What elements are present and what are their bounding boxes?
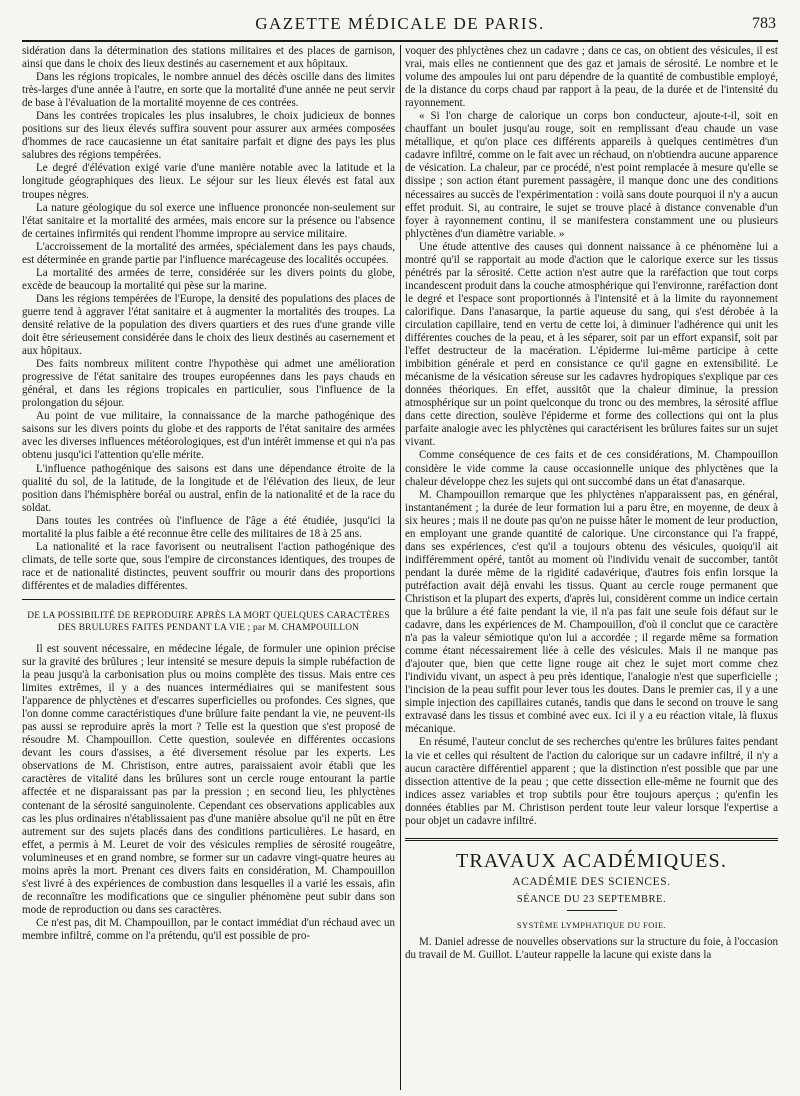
paragraph: La nature géologique du sol exerce une influence prononcée non-seulement sur l'état sanitaire et la mortalité des armées, mais encore sur la présence ou l'absence de certaines infirmités qui rendent l'homme impropre au service militaire. (22, 201, 395, 240)
paragraph: sidération dans la détermination des stations militaires et des places de garnison, ainsi que dans le choix des lieux destinés au casernement et aux hôpitaux. (22, 45, 395, 71)
paragraph: « Si l'on charge de calorique un corps bon conducteur, ajoute-t-il, soit en chauffant un boulet jusqu'au rouge, soit en remplissant d'eau chaude un vase métallique, et qu'on place ces différents appareils à quelques centimètres d'un cadavre infiltré, comme on le fait avec un réchaud, on n'obtiendra aucune apparence de vésication. La chaleur, par ce procédé, n'est point remplacée à mesure qu'elle se dissipe ; son action étant purement passagère, il manque donc une des conditions nécessaires au succès de l'expérimentation : voilà sans doute pourquoi il n'y a aucun effet produit. Si, au contraire, le sujet se trouve placé à distance convenable d'un foyer à rayonnement continu, il se manifestera constamment une ou plusieurs phlyctènes d'un diamètre variable. » (405, 110, 778, 240)
paragraph: Une étude attentive des causes qui donnent naissance à ce phénomène lui a montré qu'il se rapportait au mode d'action que le calorique exerce sur les tissus pénétrés par la sérosité. Cette action n'est autre que la raréfaction que tout corps incandescent produit dans la couche atmosphérique qui l'environne, raréfaction dont le degré et l'espace sont proportionnés à l'intensité et à la limite du rayonnement calorifique. Dans l'anasarque, la partie aqueuse du sang, qui s'est dérobée à la circulation capillaire, tend en vertu de cette loi, à diminuer l'adhérence qui unit les différentes couches de la peau, et à les séparer, soit par un effort expansif, soit par l'effet destructeur de la macération. L'épiderme lui-même participe à cette imbibition générale et perd en consistance ce qu'il gagne en extensibilité. Le mécanisme de la vésication séreuse sur les cadavres hydropiques s'explique par ces données théoriques. En effet, aussitôt que la chaleur diminue, la pression atmosphérique sur un point quelconque du tronc ou des membres, la sérosité afflue dans cette direction, soulève l'épiderme et forme des collections qui ont la plus parfaite analogie avec les phlyctènes qui caractérisent les brûlures faites sur un sujet vivant. (405, 240, 778, 449)
column-divider (400, 45, 401, 1090)
paragraph: Ce n'est pas, dit M. Champouillon, par le contact immédiat d'un réchaud avec un membre infiltré, comme on l'a prétendu, qu'il est possible de pro- (22, 916, 395, 942)
section-subheading: ACADÉMIE DES SCIENCES. (512, 875, 671, 888)
left-column (22, 45, 395, 1085)
paragraph: voquer des phlyctènes chez un cadavre ; dans ce cas, on obtient des vésicules, il est vrai, mais elles ne contiennent que des gaz et jamais de sérosité. Le nombre et le volume des ampoules lui ont paru dépendre de la quantité de combustible employé, de la distance du corps chaud par rapport à la peau, de la durée et de l'intensité du rayonnement. (405, 45, 778, 110)
paragraph: Le degré d'élévation exigé varie d'une manière notable avec la latitude et la longitude géographiques des lieux. Le séjour sur les lieux élevés est fatal aux troupes nègres. (22, 162, 395, 201)
section-rule (22, 599, 395, 600)
paragraph: L'accroissement de la mortalité des armées, spécialement dans les pays chauds, est déterminée en grande partie par l'influence marécageuse des localités occupées. (22, 240, 395, 266)
paragraph: Dans les contrées tropicales les plus insalubres, le choix judicieux de bonnes positions sur des lieux élevés suffira souvent pour assurer aux armées composées d'hommes de race caucasienne un état sanitaire parfait et digne des pays les plus salubres des régions tempérées. (22, 110, 395, 162)
section-double-rule (405, 838, 778, 841)
page-number: 783 (752, 15, 776, 32)
section-title: TRAVAUX ACADÉMIQUES. (455, 849, 728, 872)
paragraph: M. Daniel adresse de nouvelles observations sur la structure du foie, à l'occasion du travail de M. Guillot. L'auteur rappelle la lacune qui existe dans la (405, 935, 778, 961)
paragraph: Il est souvent nécessaire, en médecine légale, de formuler une opinion précise sur la gravité des brûlures ; leur intensité se mesure depuis la simple rubéfaction de la peau jusqu'à la carbonisation plus ou moins complète des tissus. Mais entre ces limites extrêmes, il y a des nuances intermédiaires qui se manifestent sous l'apparence de phlyctènes et d'escarres superficielles ou profondes. Ces signes, que l'on donne comme caractéristiques d'une brûlure faite pendant la vie, ne peuvent-ils pas aussi se reproduire après la mort ? Telle est la question que s'est proposé de résoudre M. Champouillon. Cette question, soulevée en différentes occasions devant les cours d'assises, a été diversement résolue par les experts. Les observations de M. Christison, entre autres, paraissaient avoir établi que les caractères de vitalité dans les brûlures sont un cercle rouge entourant la partie affectée et ne disparaissant pas par la pression ; en second lieu, les phlyctènes contenant de la sérosité sanguinolente. Cependant ces observations applicables aux cas les plus ordinaires n'établissaient pas d'une manière absolue qu'il ne pût en être autrement sur des sujets placés dans des conditions particulières. Le hasard, en effet, a permis à M. Leuret de voir des vésicules remplies de sérosité rougeâtre, volumineuses et en grand nombre, se former sur un cadavre vingt-quatre heures au moins après la mort. Prenant ces divers faits en considération, M. Champouillon s'est livré à des expériences de combustion dans lesquelles il a varié les essais, afin de reconnaître les modifications que ce singulier phénomène peut subir dans son mode de reproduction ou dans ses caractères. (22, 642, 395, 916)
paragraph: La nationalité et la race favorisent ou neutralisent l'action pathogénique des climats, de telle sorte que, sous l'empire de circonstances identiques, des troupes de race et de nationalité distinctes, peuvent souffrir ou mourir dans des proportions différentes et de maladies différentes. (22, 540, 395, 592)
article-title: DE LA POSSIBILITÉ DE REPRODUIRE APRÈS LA MORT QUELQUES CARACTÈRES DES BRULURES FAITES PENDANT LA VIE ; par M. CHAMPOUILLON (27, 610, 390, 634)
paragraph: En résumé, l'auteur conclut de ses recherches qu'entre les brûlures faites pendant la vie et celles qui résultent de l'action du calorique sur un cadavre infiltré, il n'y a aucun caractère différentiel apparent ; que la distinction n'est possible que par une dissection attentive de la peau ; que cette dissection elle-même ne fournit que des indices assez variables et trop subtils pour être toujours aperçus ; qu'enfin les données établies par M. Christison perdent toute leur valeur lorsque l'expertise a pour objet un cadavre infiltré. (405, 736, 778, 827)
journal-title: GAZETTE MÉDICALE DE PARIS. (255, 14, 545, 33)
paragraph: M. Champouillon remarque que les phlyctènes n'apparaissent pas, en général, instantanément ; la durée de leur formation lui a paru être, en moyenne, de deux à six heures ; mais il ne doute pas qu'on ne puisse hâter le moment de leur production, en employant une grande quantité de calorique. Une circonstance qui l'a frappé, dans ses expériences, c'est qu'il a toujours obtenu des vésicules, quoiqu'il ait indifféremment opéré, tantôt au moment où l'individu venait de succomber, tantôt pendant la durée même de la rigidité cadavérique, d'autres fois enfin lorsque la putréfaction avait déjà envahi les tissus. Quant au cercle rouge permanent que Christison et la plupart des experts, d'après lui, considèrent comme un indice certain que la brûlure a été faite pendant la vie, il n'a pas fait une seule fois défaut sur le cadavre, dans les expériences de M. Champouillon, d'où il conclut que ce caractère n'a pas la valeur sémiotique qu'on lui a accordée ; il regarde même sa formation comme étant nécessairement liée à celle des vésicules. Mais il ne manque pas d'ajouter que, bien que cette ligne rouge ait chez le sujet mort comme chez l'individu vivant, un aspect à peu près identique, l'analogie n'est que superficielle ; l'incision de la peau suffit pour lever tous les doutes. Dans le premier cas, il y a une simple injection des capillaires cutanés, tandis que dans le second on trouve le sang extravasé dans les tissus et combiné avec eux. Ici il y a eu réaction vitale, là fluxus mécanique. (405, 488, 778, 736)
short-rule (567, 910, 617, 911)
topic-title: SYSTÈME LYMPHATIQUE DU FOIE. (516, 919, 667, 930)
paragraph: Au point de vue militaire, la connaissance de la marche pathogénique des saisons sur les divers points du globe et des rapports de l'état sanitaire des armées avec les diverses influences météorologiques, est d'un intérêt immense et qui n'a pas obtenu jusqu'ici l'attention qu'elle mérite. (22, 410, 395, 462)
paragraph: Dans les régions tropicales, le nombre annuel des décès oscille dans des limites très-larges d'une année à l'autre, en sorte que la mortalité d'une année ne peut servir de base à l'évaluation de la mortalité moyenne de ces contrées. (22, 71, 395, 110)
page-header (22, 10, 778, 42)
paragraph: Comme conséquence de ces faits et de ces considérations, M. Champouillon considère le vide comme la cause occasionnelle unique des phlyctènes que la chaleur développe chez les sujets qui ont succombé dans un état d'anasarque. (405, 449, 778, 488)
paragraph: Des faits nombreux militent contre l'hypothèse qui admet une amélioration progressive de l'état sanitaire des troupes européennes dans les pays chauds en général, et dans les régions tropicales en particulier, sous l'influence de la prolongation du séjour. (22, 358, 395, 410)
paragraph: L'influence pathogénique des saisons est dans une dépendance étroite de la qualité du sol, de la latitude, de la longitude et de l'élévation des lieux, de leur position dans l'hémisphère boréal ou austral, enfin de la nationalité et de la race du soldat. (22, 462, 395, 514)
session-date: SÉANCE DU 23 SEPTEMBRE. (516, 893, 667, 905)
right-column (405, 45, 778, 1085)
paragraph: La mortalité des armées de terre, considérée sur les divers points du globe, excède de beaucoup la mortalité qui pèse sur la marine. (22, 266, 395, 292)
paragraph: Dans toutes les contrées où l'influence de l'âge a été étudiée, jusqu'ici la mortalité la plus faible a été reconnue être celle des militaires de 18 à 25 ans. (22, 514, 395, 540)
paragraph: Dans les régions tempérées de l'Europe, la densité des populations des places de guerre tend à aggraver l'état sanitaire et à augmenter la mortalités des troupes. La densité relative de la population des divers quartiers et des rues d'une grande ville doit être sérieusement considérée dans le choix des lieux destinés au casernement et aux hôpitaux. (22, 292, 395, 358)
